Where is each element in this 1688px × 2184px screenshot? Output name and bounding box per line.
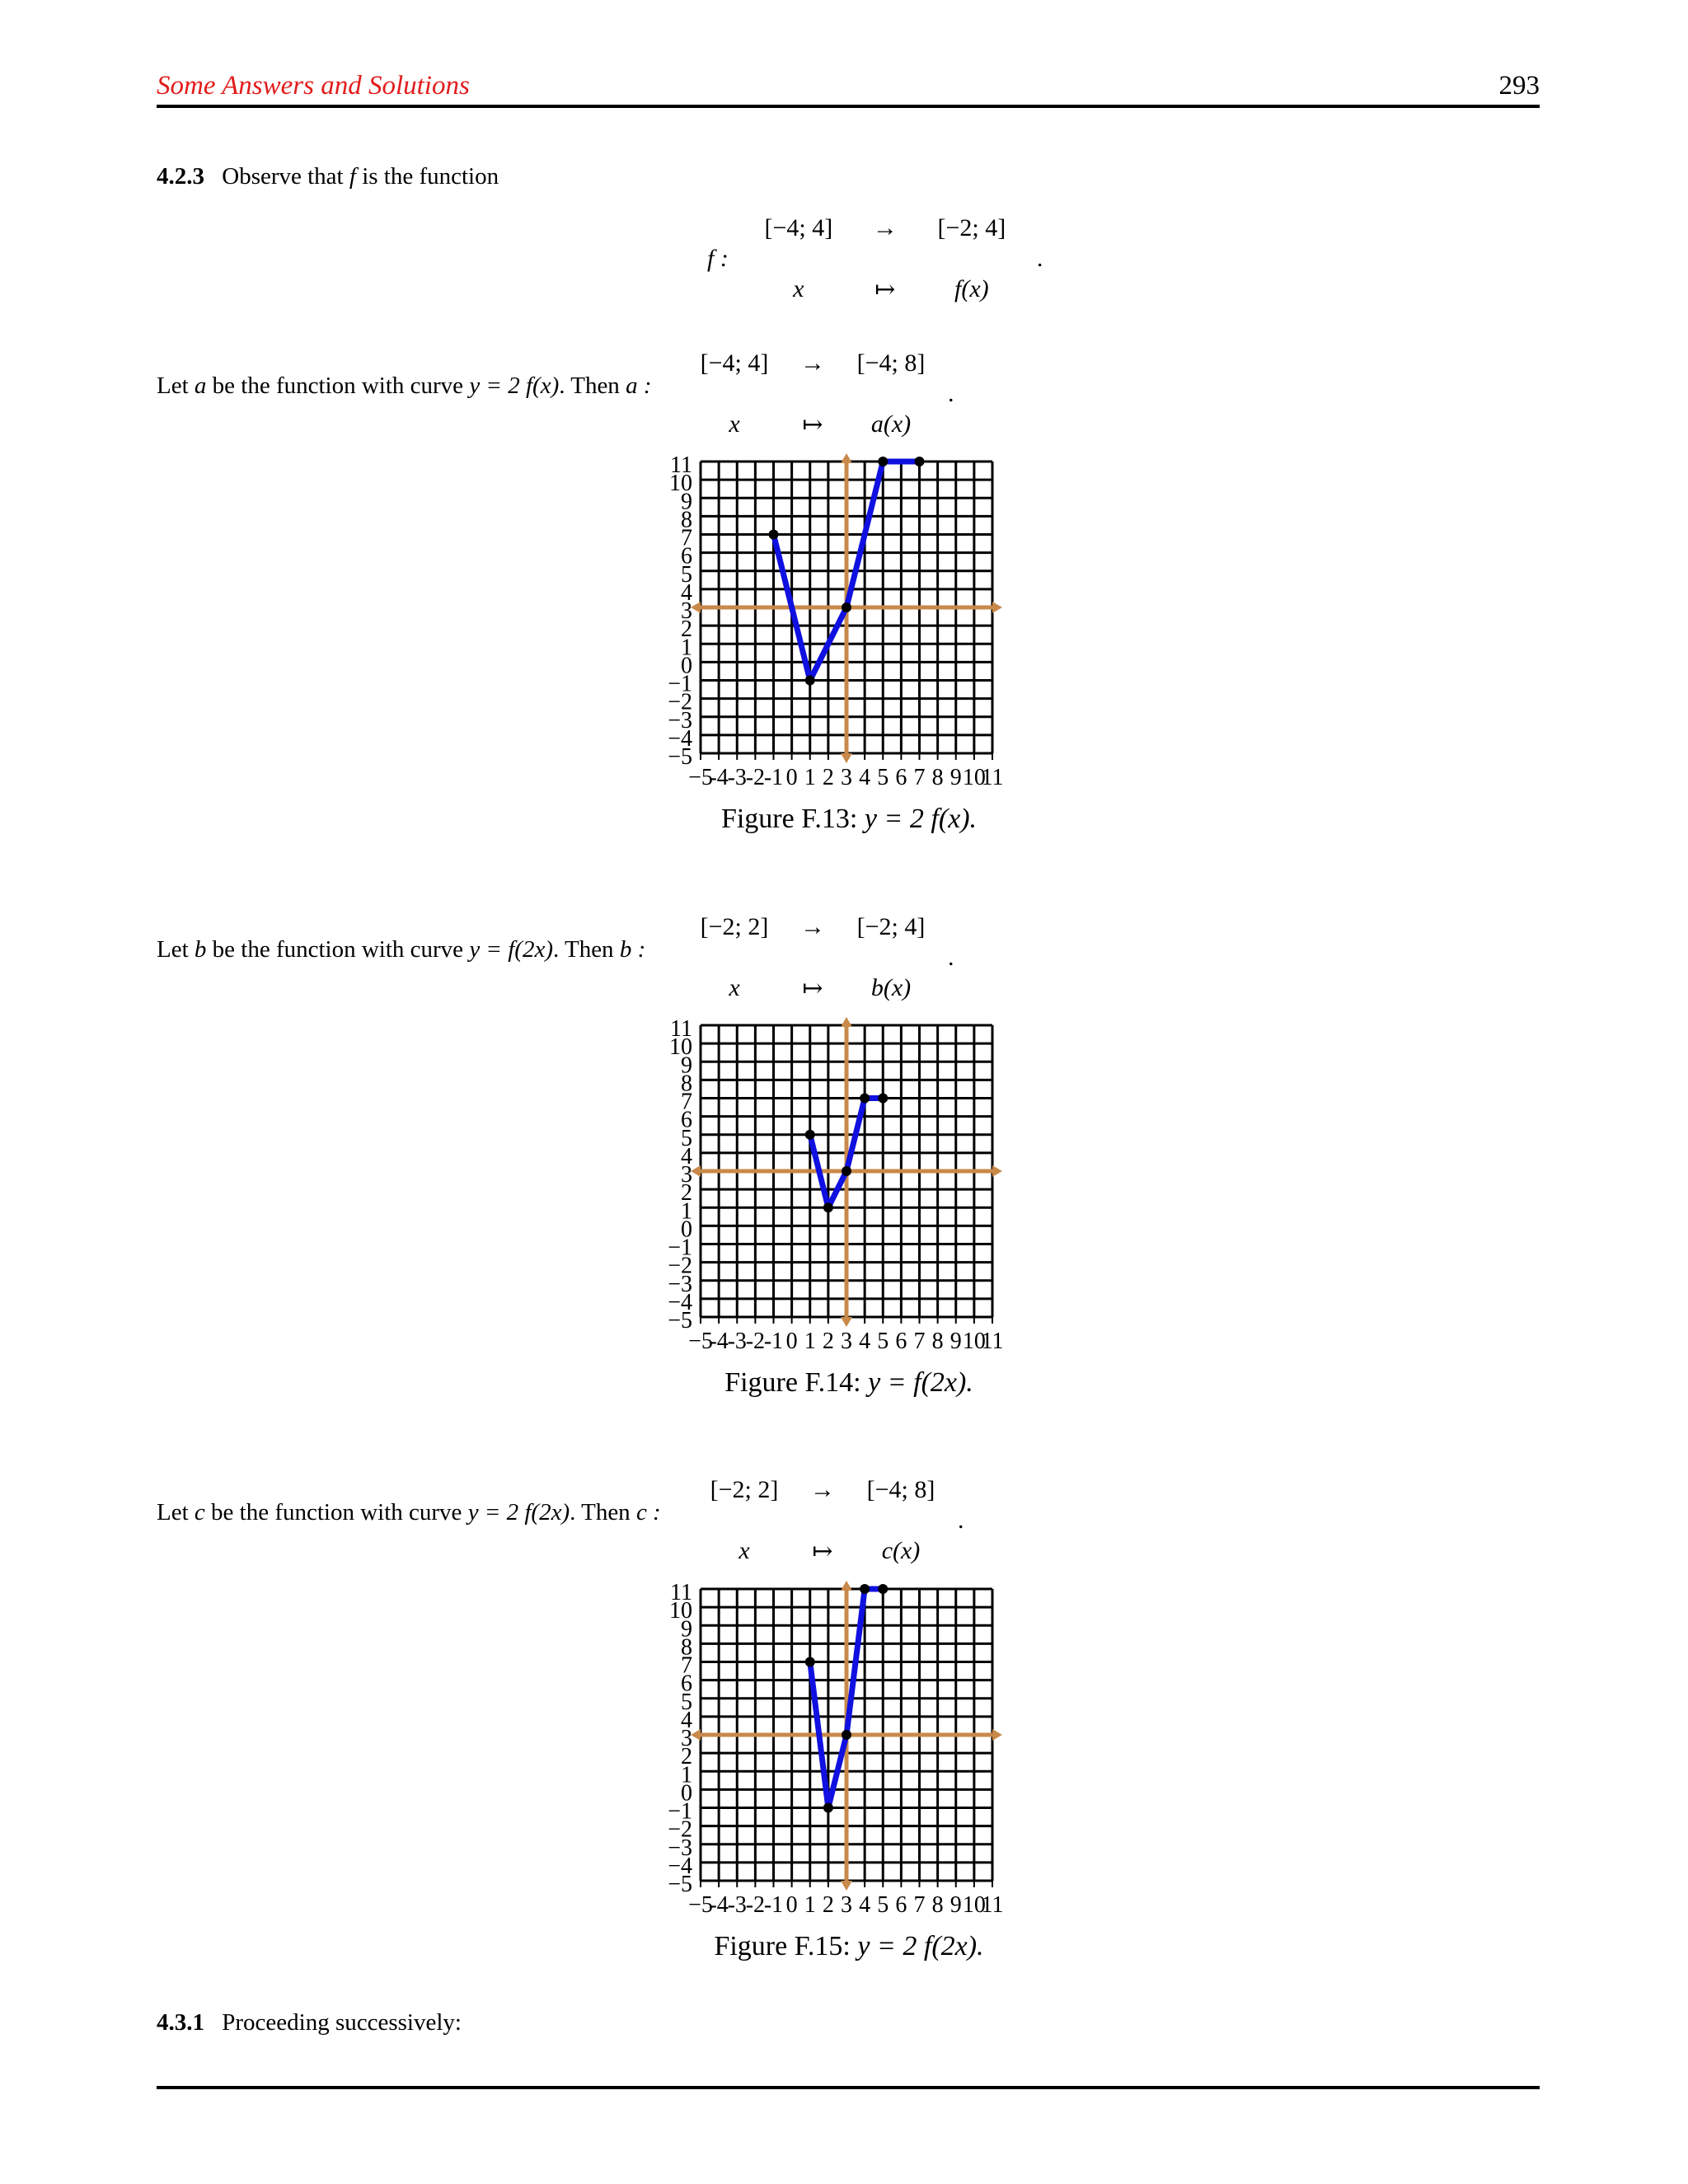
x-tick-label: 1 — [804, 765, 816, 790]
a-fn: a — [194, 373, 207, 399]
x-tick-label: -3 — [727, 1329, 747, 1354]
figure-f14-caption — [635, 1367, 1063, 1399]
intro-tail: is the function — [362, 163, 499, 190]
c-fn: c — [194, 1499, 205, 1526]
exercise-intro — [157, 163, 499, 190]
f-map-domain: [−4; 4] — [764, 214, 833, 241]
y-tick-label: 2 — [681, 616, 692, 643]
y-tick-label: −3 — [668, 707, 692, 733]
x-tick-label: 7 — [913, 1892, 926, 1918]
x-tick-label: 1 — [804, 1892, 816, 1918]
y-tick-label: 2 — [681, 1180, 692, 1207]
curve-vertex-point — [805, 1130, 815, 1140]
page-number: 293 — [1498, 71, 1540, 101]
b-text-pre: Let — [157, 936, 189, 963]
x-tick-label: 0 — [785, 1892, 798, 1918]
x-tick-label: 8 — [931, 1329, 944, 1354]
figure-f15-label: Figure F.15: — [714, 1931, 851, 1961]
x-tick-label: -1 — [763, 765, 784, 790]
y-tick-label: 1 — [681, 635, 692, 661]
c-map-dot: . — [958, 1507, 964, 1534]
x-tick-label: -1 — [763, 1329, 784, 1354]
x-tick-label: 10 — [962, 1892, 986, 1918]
y-tick-label: −1 — [668, 1798, 692, 1825]
x-tick-label: −5 — [688, 1329, 713, 1354]
axis-arrow-down — [841, 1317, 852, 1327]
b-map-mapsto: ↦ — [802, 974, 823, 1002]
x-tick-label: 0 — [785, 1329, 798, 1354]
y-tick-label: 5 — [681, 1125, 692, 1151]
axis-arrow-right — [992, 1165, 1002, 1177]
a-definition — [157, 373, 651, 400]
b-curve: y = f(2x) — [469, 936, 553, 963]
y-tick-label: 0 — [681, 1216, 692, 1243]
c-mapping — [699, 1460, 964, 1582]
y-tick-label: −5 — [668, 1872, 692, 1897]
y-tick-label: −4 — [668, 1289, 692, 1315]
b-mapping — [689, 897, 954, 1019]
x-tick-label: 4 — [859, 1892, 871, 1918]
running-header-title: Some Answers and Solutions — [157, 71, 470, 101]
y-tick-label: −5 — [668, 744, 692, 770]
y-tick-label: 6 — [681, 1671, 692, 1697]
c-definition — [157, 1499, 661, 1526]
curve-vertex-point — [769, 530, 779, 540]
c-map-codomain: [−4; 8] — [866, 1476, 935, 1503]
curve-vertex-point — [823, 1202, 833, 1212]
x-tick-label: 5 — [877, 1329, 889, 1354]
y-tick-label: −3 — [668, 1271, 692, 1297]
y-tick-label: −2 — [668, 1253, 692, 1279]
y-tick-label: 7 — [681, 1652, 692, 1679]
b-map-var: x — [729, 974, 740, 1001]
curve-vertex-point — [805, 676, 815, 686]
c-then-fn: c : — [635, 1499, 661, 1526]
y-tick-label: 10 — [669, 471, 692, 497]
a-curve: y = 2 f(x) — [469, 373, 560, 399]
y-tick-label: 5 — [681, 1689, 692, 1715]
x-tick-label: 9 — [950, 765, 962, 790]
x-tick-label: 9 — [950, 1329, 962, 1354]
x-tick-label: -3 — [727, 765, 747, 790]
x-tick-label: 6 — [895, 765, 907, 790]
exercise-number: 4.2.3 — [157, 163, 204, 190]
x-tick-label: 11 — [981, 765, 1004, 790]
figure-f13-math: y = 2 f(x). — [864, 804, 978, 834]
y-tick-label: −1 — [668, 671, 692, 697]
x-tick-label: -2 — [745, 765, 766, 790]
figure-f14-math: y = f(2x). — [868, 1367, 973, 1398]
f-map-image: f(x) — [954, 275, 989, 302]
c-map-mapsto: ↦ — [812, 1537, 833, 1565]
y-tick-label: 7 — [681, 1089, 692, 1115]
y-tick-label: −2 — [668, 689, 692, 715]
x-tick-label: 7 — [913, 1329, 926, 1354]
f-map-name: f : — [707, 245, 729, 272]
f-map-codomain: [−2; 4] — [937, 214, 1006, 241]
x-tick-label: 10 — [962, 1329, 986, 1354]
y-tick-label: 8 — [681, 1071, 692, 1097]
intro-text: Observe that — [222, 163, 344, 190]
x-tick-label: −5 — [688, 1892, 713, 1918]
a-map-arrow: → — [800, 349, 825, 377]
x-tick-label: 1 — [804, 1329, 816, 1354]
a-text-post: . Then — [559, 373, 620, 399]
b-map-dot: . — [948, 944, 954, 971]
curve-vertex-point — [860, 1094, 870, 1104]
curve-vertex-point — [842, 1730, 851, 1740]
x-tick-label: 4 — [859, 1329, 871, 1354]
next-exercise — [157, 2009, 462, 2036]
y-tick-label: 11 — [670, 1016, 692, 1042]
x-tick-label: −5 — [688, 765, 713, 790]
figure-f13-caption — [635, 804, 1063, 835]
x-tick-label: 2 — [822, 1329, 834, 1354]
x-tick-label: 6 — [895, 1329, 907, 1354]
y-tick-label: 8 — [681, 1634, 692, 1661]
figure-f15-caption — [635, 1931, 1063, 1962]
x-tick-label: 8 — [931, 765, 944, 790]
y-tick-label: 5 — [681, 561, 692, 588]
f-map-arrow: → — [872, 214, 898, 241]
x-tick-label: 5 — [877, 765, 889, 790]
y-tick-label: −4 — [668, 1853, 692, 1879]
figure-f14-label: Figure F.14: — [724, 1367, 861, 1398]
next-exercise-number: 4.3.1 — [157, 2009, 204, 2036]
footer-rule — [157, 2086, 1540, 2089]
y-tick-label: 9 — [681, 489, 692, 515]
y-tick-label: 0 — [681, 1780, 692, 1807]
a-text-mid: be the function with curve — [212, 373, 464, 399]
figure-f15-plot — [626, 1579, 1022, 1925]
curve-vertex-point — [823, 1803, 833, 1813]
f-map-var: x — [793, 275, 804, 302]
x-tick-label: 2 — [822, 765, 834, 790]
y-tick-label: −4 — [668, 725, 692, 752]
curve-vertex-point — [915, 457, 925, 466]
intro-fname: f — [349, 163, 356, 190]
y-tick-label: 11 — [670, 1580, 692, 1605]
y-tick-label: 3 — [681, 598, 692, 624]
y-tick-label: 11 — [670, 452, 692, 478]
y-tick-label: 4 — [681, 1707, 692, 1733]
curve-vertex-point — [878, 1584, 888, 1594]
y-tick-label: 7 — [681, 525, 692, 551]
b-map-image: b(x) — [870, 974, 912, 1001]
x-tick-label: 11 — [981, 1892, 1004, 1918]
b-definition — [157, 936, 645, 963]
c-map-image: c(x) — [881, 1537, 921, 1564]
y-tick-label: 4 — [681, 1143, 692, 1169]
curve-vertex-point — [860, 1584, 870, 1594]
figure-f14-plot — [626, 1015, 1022, 1361]
curve-vertex-point — [878, 1094, 888, 1104]
b-then-fn: b : — [619, 936, 646, 963]
x-tick-label: -2 — [745, 1329, 766, 1354]
c-text-post: . Then — [570, 1499, 631, 1526]
a-map-var: x — [729, 410, 740, 438]
axis-arrow-up — [841, 1017, 852, 1027]
f-mapping — [707, 198, 1043, 320]
y-tick-label: 1 — [681, 1198, 692, 1225]
b-fn: b — [194, 936, 207, 963]
x-tick-label: 6 — [895, 1892, 907, 1918]
c-curve: y = 2 f(2x) — [467, 1499, 570, 1526]
x-tick-label: 11 — [981, 1329, 1004, 1354]
curve-vertex-point — [805, 1657, 815, 1667]
a-map-mapsto: ↦ — [802, 410, 823, 438]
axis-arrow-down — [841, 753, 852, 763]
y-tick-label: −2 — [668, 1816, 692, 1843]
x-tick-label: -4 — [709, 765, 729, 790]
y-tick-label: 6 — [681, 543, 692, 569]
y-tick-label: 8 — [681, 507, 692, 533]
f-map-dot: . — [1036, 245, 1043, 272]
x-tick-label: 8 — [931, 1892, 944, 1918]
x-tick-label: -2 — [745, 1892, 766, 1918]
y-tick-label: 0 — [681, 653, 692, 679]
figure-f15-math: y = 2 f(2x). — [857, 1931, 984, 1961]
x-tick-label: 9 — [950, 1892, 962, 1918]
x-tick-label: 7 — [913, 765, 926, 790]
x-tick-label: 0 — [785, 765, 798, 790]
a-map-image: a(x) — [870, 410, 912, 438]
b-text-mid: be the function with curve — [212, 936, 464, 963]
x-tick-label: 2 — [822, 1892, 834, 1918]
x-tick-label: -1 — [763, 1892, 784, 1918]
x-tick-label: 3 — [841, 1329, 852, 1354]
x-tick-label: 10 — [962, 765, 986, 790]
a-then-fn: a : — [626, 373, 652, 399]
x-tick-label: 5 — [877, 1892, 889, 1918]
b-map-domain: [−2; 2] — [700, 913, 769, 940]
x-tick-label: -3 — [727, 1892, 747, 1918]
y-tick-label: 3 — [681, 1726, 692, 1751]
c-map-domain: [−2; 2] — [710, 1476, 779, 1503]
figure-f13-plot — [626, 452, 1022, 798]
y-tick-label: 3 — [681, 1162, 692, 1188]
a-mapping — [689, 333, 954, 455]
figure-f13-label: Figure F.13: — [720, 804, 858, 834]
axis-arrow-right — [992, 1729, 1002, 1741]
y-tick-label: 9 — [681, 1052, 692, 1079]
c-map-var: x — [738, 1537, 750, 1564]
b-text-post: . Then — [553, 936, 614, 963]
y-tick-label: −3 — [668, 1835, 692, 1861]
a-map-domain: [−4; 4] — [700, 349, 769, 377]
curve-vertex-point — [842, 602, 851, 612]
x-tick-label: -4 — [709, 1892, 729, 1918]
b-map-arrow: → — [800, 913, 825, 940]
x-tick-label: 3 — [841, 765, 852, 790]
f-map-mapsto: ↦ — [874, 275, 896, 303]
axis-arrow-down — [841, 1881, 852, 1891]
y-tick-label: 6 — [681, 1107, 692, 1133]
b-map-codomain: [−2; 4] — [856, 913, 926, 940]
next-exercise-text: Proceeding successively: — [222, 2009, 462, 2036]
header-rule — [157, 105, 1540, 108]
c-text-pre: Let — [157, 1499, 189, 1526]
y-tick-label: −1 — [668, 1235, 692, 1261]
c-text-mid: be the function with curve — [211, 1499, 462, 1526]
axis-arrow-up — [841, 453, 852, 463]
a-map-dot: . — [948, 380, 954, 407]
x-tick-label: 3 — [841, 1892, 852, 1918]
y-tick-label: 2 — [681, 1744, 692, 1770]
c-map-arrow: → — [810, 1476, 835, 1503]
y-tick-label: 9 — [681, 1616, 692, 1643]
y-tick-label: 10 — [669, 1034, 692, 1061]
y-tick-label: 1 — [681, 1762, 692, 1788]
axis-arrow-right — [992, 602, 1002, 613]
y-tick-label: −5 — [668, 1308, 692, 1333]
y-tick-label: 10 — [669, 1598, 692, 1624]
a-map-codomain: [−4; 8] — [856, 349, 926, 377]
a-text-pre: Let — [157, 373, 189, 399]
x-tick-label: 4 — [859, 765, 871, 790]
x-tick-label: -4 — [709, 1329, 729, 1354]
axis-arrow-up — [841, 1581, 852, 1591]
y-tick-label: 4 — [681, 579, 692, 606]
curve-vertex-point — [842, 1166, 851, 1176]
curve-vertex-point — [878, 457, 888, 466]
